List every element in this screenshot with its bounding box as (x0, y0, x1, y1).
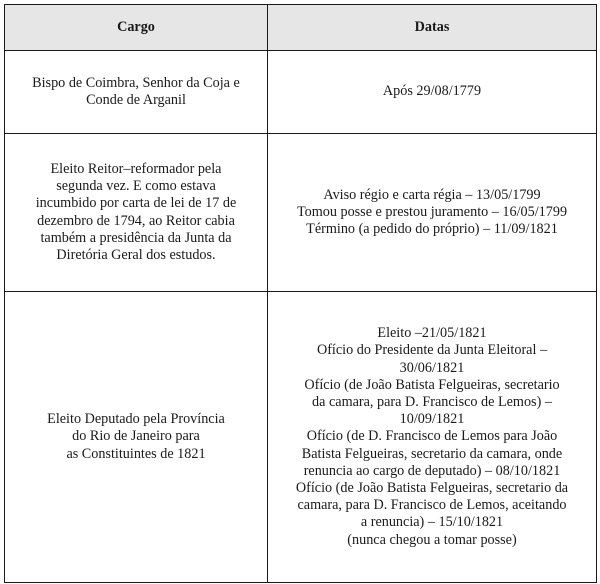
table-header-row (5, 5, 597, 51)
cell-line: Bispo de Coimbra, Senhor da Coja e (32, 74, 240, 91)
cell-line: Tomou posse e prestou juramento – 16/05/1799 (296, 203, 568, 220)
table-row (5, 134, 597, 292)
cell-line: (nunca chegou a tomar posse) (347, 531, 517, 548)
cell-line: Ofício do Presidente da Junta Eleitoral – (316, 342, 548, 359)
cell-line: do Rio de Janeiro para (72, 428, 200, 445)
cell-line: 10/09/1821 (399, 411, 465, 428)
cell-line: Eleito Deputado pela Província (47, 411, 225, 428)
cell-line: as Constituintes de 1821 (66, 445, 206, 462)
datas-cell (268, 292, 597, 583)
cell-line: Ofício (de João Batista Felgueiras, secretario (304, 376, 560, 393)
table-row (5, 51, 597, 134)
cell-line: renuncia ao cargo de deputado) – 08/10/1821 (303, 462, 561, 479)
datas-cell (268, 134, 597, 292)
cell-line: Ofício (de João Batista Felgueiras, secretario da (295, 480, 569, 496)
cell-line: Aviso régio e carta régia – 13/05/1799 (323, 186, 541, 203)
cell-line: Eleito –21/05/1821 (377, 325, 487, 342)
cell-line: Término (a pedido do próprio) – 11/09/1821 (306, 221, 558, 238)
cell-line: Após 29/08/1779 (382, 83, 482, 100)
cargo-cell (5, 292, 268, 583)
cell-line: Ofício (de D. Francisco de Lemos para João (306, 428, 558, 445)
header-cargo: Cargo (5, 5, 268, 51)
cell-line: segunda vez. E como estava (56, 178, 216, 195)
cell-line: camara, para D. Francisco de Lemos, aceitando (297, 497, 567, 514)
cell-line: da camara, para D. Francisco de Lemos) – (312, 393, 552, 410)
datas-cell (268, 51, 597, 134)
cell-line: Eleito Reitor–reformador pela (50, 160, 222, 177)
cell-line: também a presidência da Junta da (40, 229, 232, 246)
cargo-datas-table (4, 4, 597, 583)
cell-line: a renuncia) – 15/10/1821 (360, 514, 504, 531)
table-row (5, 292, 597, 583)
cargo-cell (5, 134, 268, 292)
cell-line: Conde de Arganil (86, 92, 186, 108)
cell-line: 30/06/1821 (399, 359, 465, 376)
header-datas: Datas (268, 5, 597, 51)
cell-line: Diretória Geral dos estudos. (56, 246, 216, 263)
cargo-cell (5, 51, 268, 134)
cell-line: dezembro de 1794, ao Reitor cabia (37, 212, 235, 229)
cell-line: Batista Felgueiras, secretario da camara, onde (301, 445, 563, 462)
cell-line: incumbido por carta de lei de 17 de (35, 195, 237, 212)
